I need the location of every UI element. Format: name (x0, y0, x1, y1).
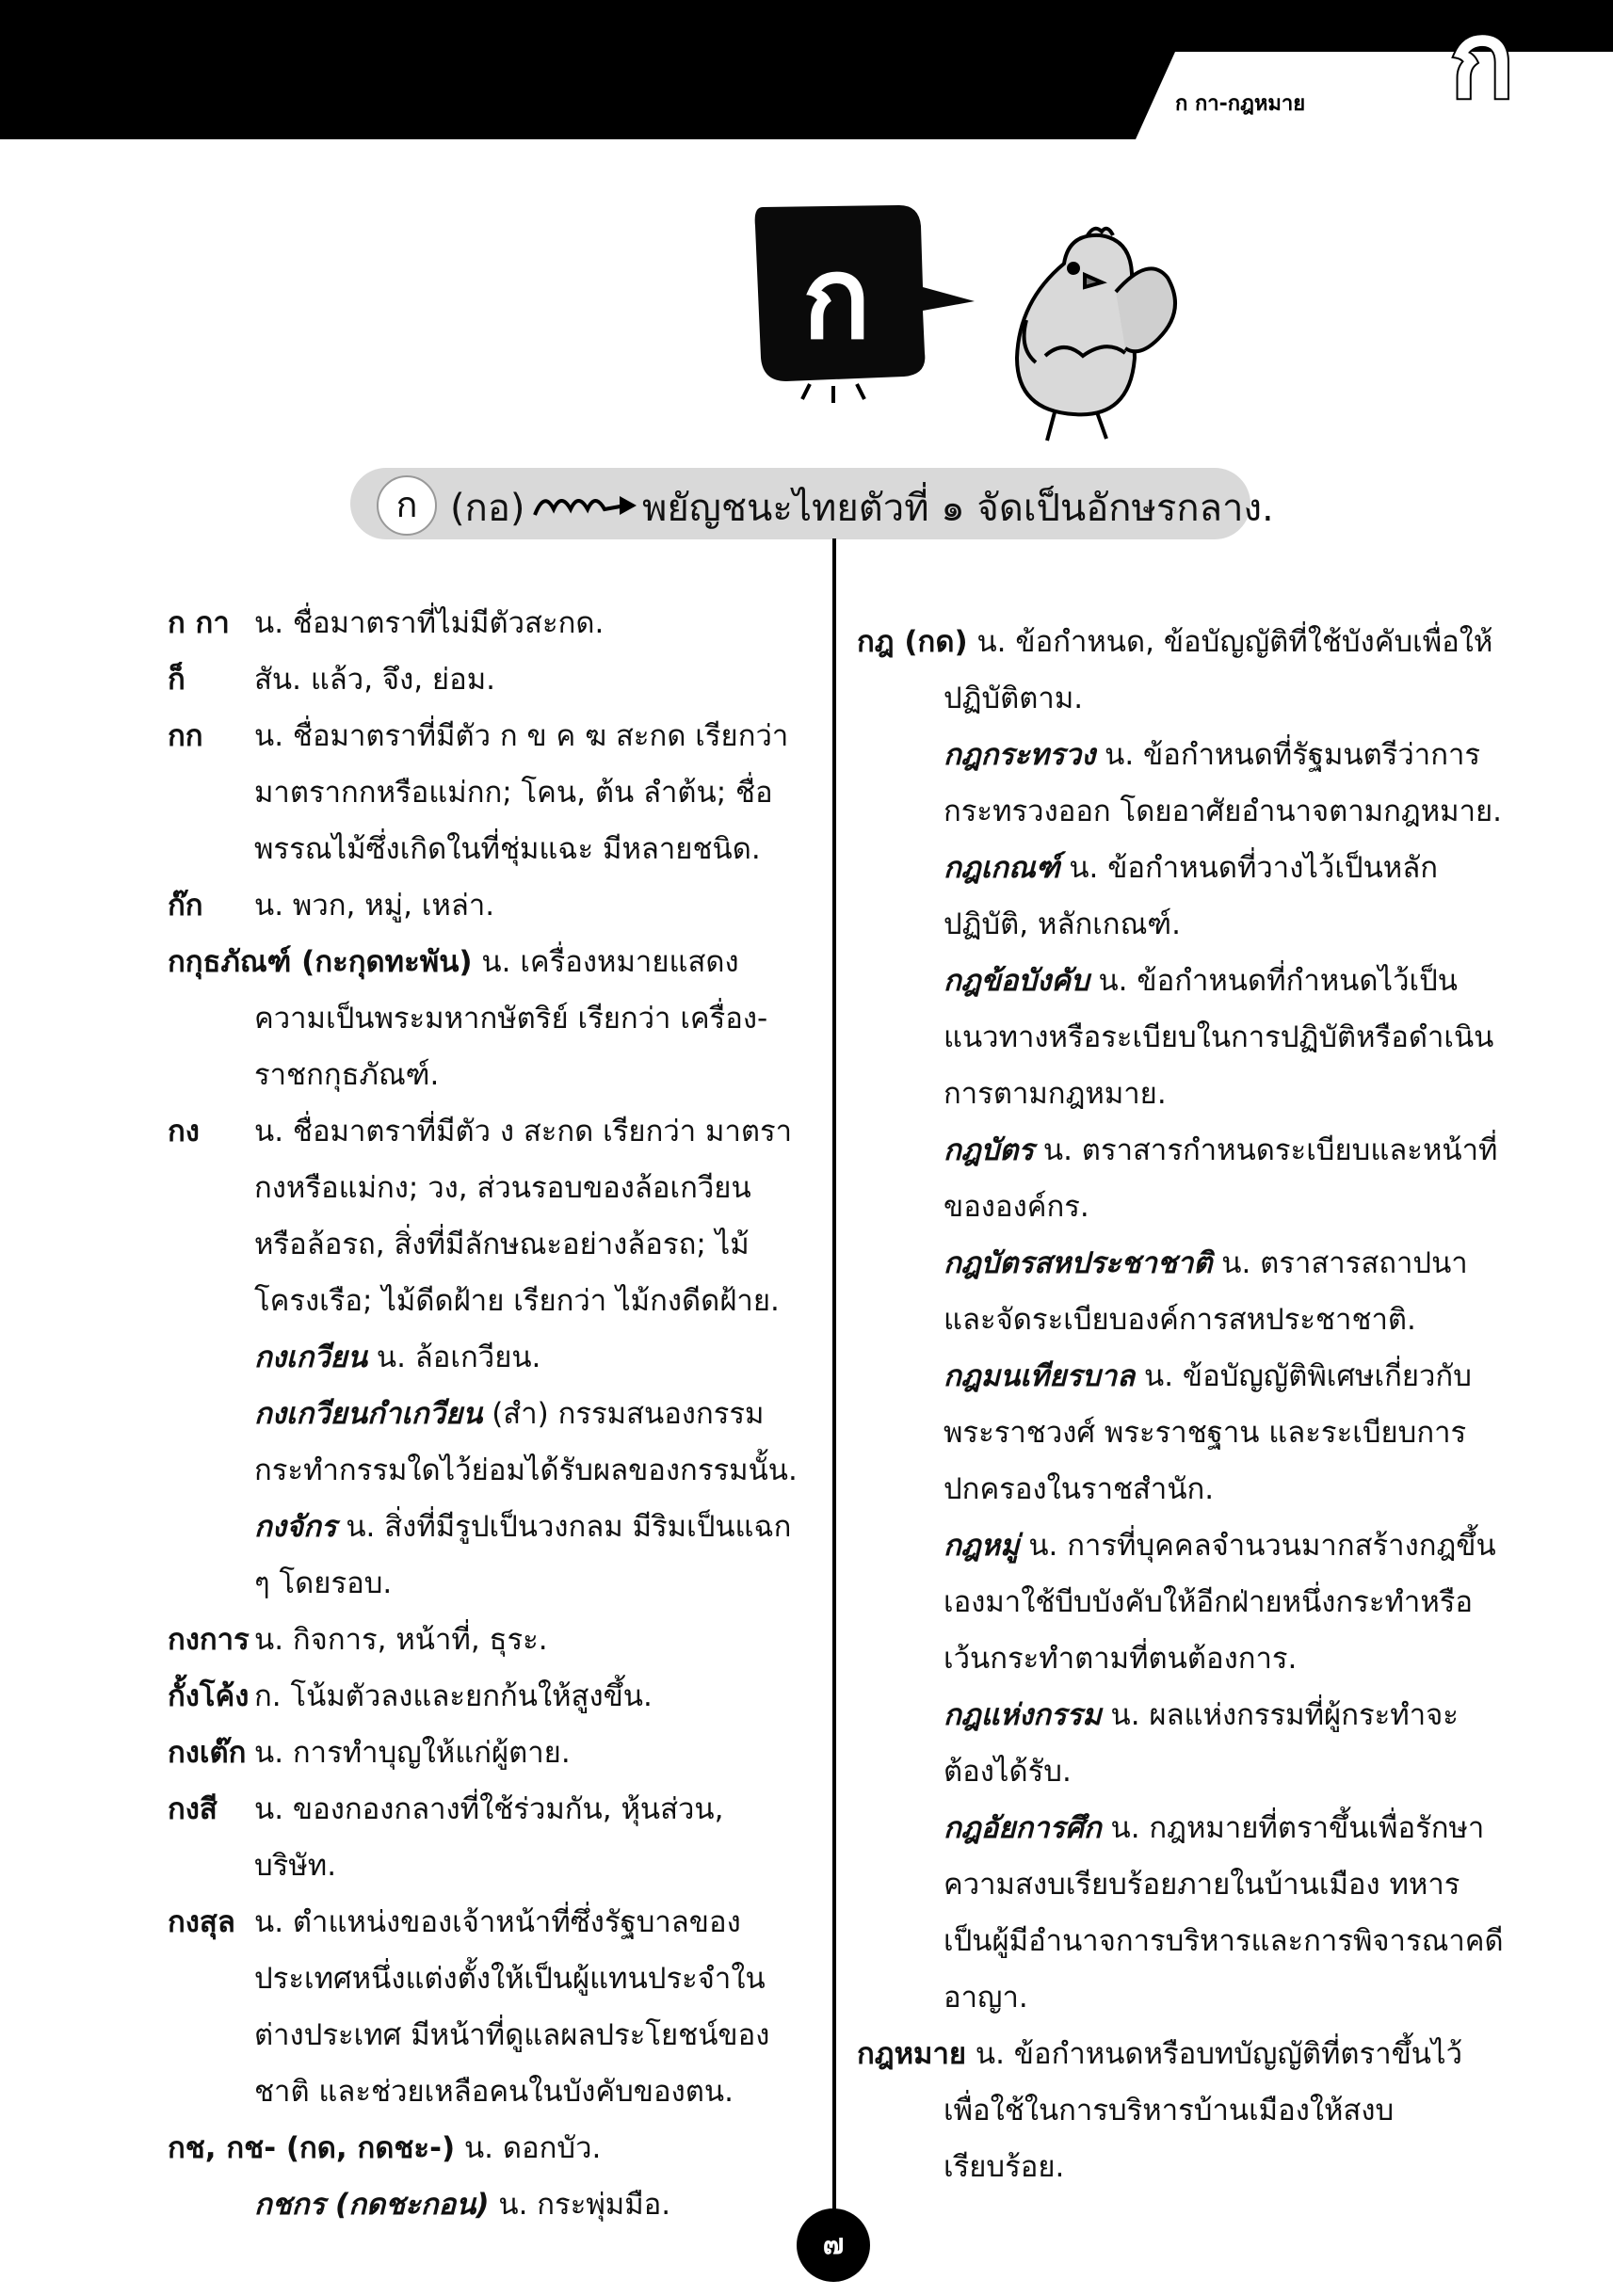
right-column (857, 614, 1507, 2195)
subentry (857, 727, 1507, 840)
headword: กงจักร (254, 1510, 337, 1544)
headword: ก กา (168, 606, 230, 640)
headword: ก็ (168, 663, 185, 697)
headword: กั้งโค้ง (168, 1679, 250, 1713)
headword: กงเกวียนกำเกวียน (254, 1397, 483, 1431)
banner-letter: ก (377, 475, 437, 536)
section-letter: ก (1450, 0, 1514, 121)
headword: กงการ (168, 1623, 250, 1657)
header-band (0, 0, 1613, 139)
column-divider (832, 538, 836, 2280)
entry (168, 1725, 800, 1781)
subentry (168, 2176, 800, 2233)
definition: สัน. แล้ว, จึง, ย่อม. (254, 663, 495, 697)
entry (168, 1103, 800, 1329)
entry (857, 614, 1507, 727)
headword: กงเต๊ก (168, 1736, 247, 1770)
entry (168, 1781, 800, 1894)
squiggle-arrow-icon (533, 487, 638, 521)
definition: น. ล้อเกวียน. (376, 1341, 541, 1374)
chick-icon (1017, 229, 1175, 441)
definition: น. ข้อบัญญัติพิเศษเกี่ยวกับพระราชวงศ์ พระราชฐาน และระเบียบการปกครองในราชสำนัก. (944, 1359, 1472, 1506)
entry (168, 877, 800, 934)
entry (168, 2120, 800, 2176)
subentry (857, 1122, 1507, 1235)
definition: น. ตราสารกำหนดระเบียบและหน้าที่ขององค์กร. (944, 1133, 1498, 1224)
entry (168, 1894, 800, 2120)
headword: กงเกวียน (254, 1341, 368, 1374)
entry (168, 1668, 800, 1725)
definition: (สำ) กรรมสนองกรรม กระทำกรรมใดไว้ย่อมได้รับผลของกรรมนั้น. (254, 1397, 798, 1487)
definition: น. ข้อกำหนดหรือบทบัญญัติที่ตราขึ้นไว้เพื่อใช้ในการบริหารบ้านเมืองให้สงบเรียบร้อย. (944, 2037, 1462, 2184)
entry (168, 595, 800, 651)
headword: กชกร (กดชะกอน) (254, 2188, 490, 2222)
banner-pronunciation: (กอ) (450, 487, 525, 530)
headword: กก (168, 719, 203, 753)
banner-description: พยัญชนะไทยตัวที่ ๑ จัดเป็นอักษรกลาง. (642, 487, 1274, 530)
subentry (857, 840, 1507, 953)
headword: กฎข้อบังคับ (944, 964, 1089, 998)
entry (168, 651, 800, 708)
definition: น. ของกองกลางที่ใช้ร่วมกัน, หุ้นส่วน, บริษัท. (254, 1792, 724, 1883)
definition: น. ข้อกำหนดที่รัฐมนตรีว่าการกระทรวงออก โดยอาศัยอำนาจตามกฎหมาย. (944, 738, 1503, 828)
headword: กฎมนเทียรบาล (944, 1359, 1136, 1393)
definition: น. ชื่อมาตราที่ไม่มีตัวสะกด. (254, 606, 605, 640)
definition: น. การทำบุญให้แก่ผู้ตาย. (254, 1736, 571, 1770)
headword: กกุธภัณฑ์ (กะกุดทะพัน) (168, 945, 473, 979)
entry (857, 2026, 1507, 2195)
headword: กฎเกณฑ์ (944, 851, 1060, 885)
definition: น. ผลแห่งกรรมที่ผู้กระทำจะต้องได้รับ. (944, 1698, 1459, 1789)
headword: กฎ (กด) (857, 625, 968, 659)
headword: กฎบัตรสหประชาชาติ (944, 1246, 1213, 1280)
headword: กฎกระทรวง (944, 738, 1096, 772)
headword: กงสี (168, 1792, 218, 1826)
subentry (857, 1687, 1507, 1800)
headword: ก๊ก (168, 889, 203, 923)
header-band-shape (0, 0, 1613, 139)
subentry (168, 1499, 800, 1612)
subentry (168, 1329, 800, 1386)
headword: กฎอัยการศึก (944, 1811, 1102, 1845)
definition: น. พวก, หมู่, เหล่า. (254, 889, 495, 923)
bubble-letter: ก (802, 233, 871, 364)
definition: น. ชื่อมาตราที่มีตัว ก ข ค ฆ สะกด เรียกว่า มาตรากกหรือแม่กก; โคน, ต้น ลำต้น; ชื่อพรรณไม้ซึ่งเกิดในที่ชุ่มแฉะ มีหลายชนิด. (254, 719, 789, 866)
headword: กงสุล (168, 1905, 235, 1939)
definition: น. เครื่องหมายแสดงความเป็นพระมหากษัตริย์ เรียกว่า เครื่อง-ราชกกุธภัณฑ์. (254, 945, 768, 1092)
headword: กง (168, 1115, 200, 1148)
headword: กฎหมาย (857, 2037, 967, 2071)
definition: น. กิจการ, หน้าที่, ธุระ. (254, 1623, 548, 1657)
definition: น. ข้อกำหนดที่กำหนดไว้เป็นแนวทางหรือระเบียบในการปฏิบัติหรือดำเนินการตามกฎหมาย. (944, 964, 1494, 1111)
running-head: ก กา-กฎหมาย (1175, 92, 1306, 116)
definition: ก. โน้มตัวลงและยกก้นให้สูงขึ้น. (254, 1679, 653, 1713)
definition: น. ดอกบัว. (463, 2131, 602, 2165)
page-number: ๗ (797, 2208, 870, 2282)
headword: กฎหมู่ (944, 1529, 1020, 1563)
headword: กฎบัตร (944, 1133, 1035, 1167)
definition: น. กฎหมายที่ตราขึ้นเพื่อรักษาความสงบเรียบร้อยภายในบ้านเมือง ทหารเป็นผู้มีอำนาจการบริหารและการพิจารณาคดีอาญา. (944, 1811, 1504, 2015)
definition: น. ตราสารสถาปนาและจัดระเบียบองค์การสหประชาชาติ. (944, 1246, 1468, 1337)
headword: กฎแห่งกรรม (944, 1698, 1102, 1732)
definition: น. ข้อกำหนดที่วางไว้เป็นหลักปฏิบัติ, หลักเกณฑ์. (944, 851, 1439, 941)
definition: น. การที่บุคคลจำนวนมากสร้างกฎขึ้นเองมาใช้บีบบังคับให้อีกฝ่ายหนึ่งกระทำหรือเว้นกระทำตามที่ตนต้องการ. (944, 1529, 1496, 1676)
subentry (857, 1800, 1507, 2026)
subentry (857, 1235, 1507, 1348)
subentry (857, 1517, 1507, 1687)
subentry (857, 1348, 1507, 1517)
left-column (168, 595, 800, 2233)
entry (168, 934, 800, 1103)
definition: น. ชื่อมาตราที่มีตัว ง สะกด เรียกว่า มาตรากงหรือแม่กง; วง, ส่วนรอบของล้อเกวียนหรือล้อรถ, สิ่งที่มีลักษณะอย่างล้อรถ; ไม้โครงเรือ; ไม้ดีดฝ้าย เรียกว่า ไม้กงดีดฝ้าย. (254, 1115, 793, 1318)
definition: น. สิ่งที่มีรูปเป็นวงกลม มีริมเป็นแฉก ๆ โดยรอบ. (254, 1510, 792, 1600)
subentry (168, 1386, 800, 1499)
entry (168, 708, 800, 877)
headword: กช, กช- (กด, กดชะ-) (168, 2131, 456, 2165)
definition: น. ข้อกำหนด, ข้อบัญญัติที่ใช้บังคับเพื่อให้ปฏิบัติตาม. (944, 625, 1493, 715)
subentry (857, 953, 1507, 1122)
definition: น. กระพุ่มมือ. (498, 2188, 671, 2222)
entry (168, 1612, 800, 1668)
definition: น. ตำแหน่งของเจ้าหน้าที่ซึ่งรัฐบาลของประเทศหนึ่งแต่งตั้งให้เป็นผู้แทนประจำในต่างประเทศ มีหน้าที่ดูแลผลประโยชน์ของชาติ และช่วยเหลือคนในบังคับของตน. (254, 1905, 770, 2109)
